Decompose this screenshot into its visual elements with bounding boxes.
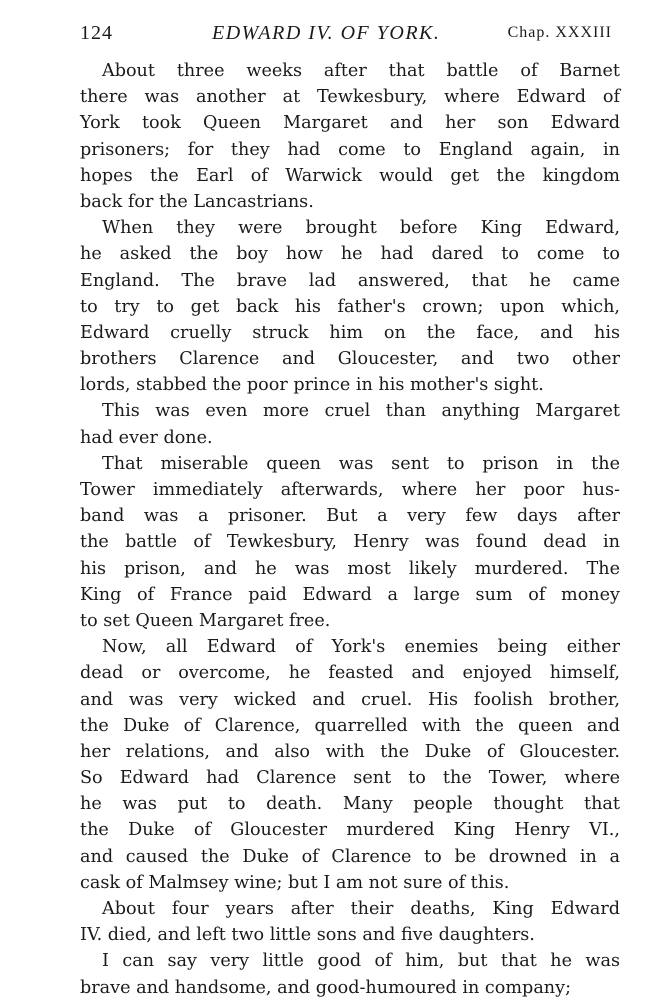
page-header: [80, 22, 612, 52]
text-line: had ever done.: [80, 427, 213, 448]
text-line: the battle of Tewkesbury, Henry was found dead in: [80, 532, 620, 553]
text-line: lords, stabbed the poor prince in his mother's sight.: [80, 375, 544, 396]
text-line: brothers Clarence and Gloucester, and two other: [80, 349, 620, 370]
text-line: to try to get back his father's crown; upon which,: [80, 296, 620, 317]
text-line: to set Queen Margaret free.: [80, 610, 331, 631]
text-line: This was even more cruel than anything Margaret: [102, 401, 620, 422]
body-text: [80, 58, 620, 1001]
text-line: band was a prisoner. But a very few days after: [80, 506, 620, 527]
text-line: prisoners; for they had come to England again, in: [80, 139, 620, 160]
text-line: back for the Lancastrians.: [80, 191, 314, 212]
text-line: About three weeks after that battle of Barnet: [102, 61, 620, 81]
paragraph: [80, 398, 620, 450]
text-line: there was another at Tewkesbury, where Edward of: [80, 87, 620, 108]
text-line: Now, all Edward of York's enemies being either: [102, 637, 620, 658]
text-line: the Duke of Gloucester murdered King Henry VI.,: [80, 820, 620, 841]
text-line: brave and handsome, and good-humoured in company;: [80, 977, 572, 998]
running-title: EDWARD IV. OF YORK.: [212, 22, 441, 44]
text-line: he was put to death. Many people thought that: [80, 794, 620, 815]
text-line: England. The brave lad answered, that he came: [80, 270, 620, 291]
text-line: About four years after their deaths, King Edward: [102, 899, 620, 919]
paragraph: [80, 948, 620, 1000]
text-line: Edward cruelly struck him on the face, and his: [80, 322, 620, 343]
page-number: 124: [80, 22, 113, 44]
text-line: So Edward had Clarence sent to the Tower, where: [80, 768, 620, 789]
text-line: her relations, and also with the Duke of Gloucester.: [80, 741, 620, 762]
text-line: When they were brought before King Edward,: [102, 218, 620, 239]
text-line: his prison, and he was most likely murdered. The: [80, 558, 620, 579]
text-line: dead or overcome, he feasted and enjoyed himself,: [80, 663, 620, 684]
chapter-label: Chap. XXXIII: [507, 24, 612, 41]
text-line: hopes the Earl of Warwick would get the kingdom: [80, 165, 620, 186]
text-line: That miserable queen was sent to prison in the: [102, 453, 620, 474]
text-line: and caused the Duke of Clarence to be drowned in a: [80, 846, 620, 867]
text-line: the Duke of Clarence, quarrelled with the queen and: [80, 715, 620, 736]
text-line: and was very wicked and cruel. His foolish brother,: [80, 689, 620, 710]
paragraph: [80, 58, 620, 215]
paragraph: [80, 215, 620, 398]
paragraph: [80, 634, 620, 896]
text-line: cask of Malmsey wine; but I am not sure of this.: [80, 872, 510, 893]
text-line: IV. died, and left two little sons and five daughters.: [80, 925, 535, 946]
text-line: Tower immediately afterwards, where her poor hus-: [80, 480, 620, 500]
text-line: King of France paid Edward a large sum of money: [80, 584, 620, 605]
text-line: I can say very little good of him, but that he was: [102, 951, 620, 972]
paragraph: [80, 451, 620, 634]
text-line: he asked the boy how he had dared to come to: [80, 244, 620, 265]
paragraph: [80, 896, 620, 948]
text-line: York took Queen Margaret and her son Edward: [80, 113, 620, 134]
